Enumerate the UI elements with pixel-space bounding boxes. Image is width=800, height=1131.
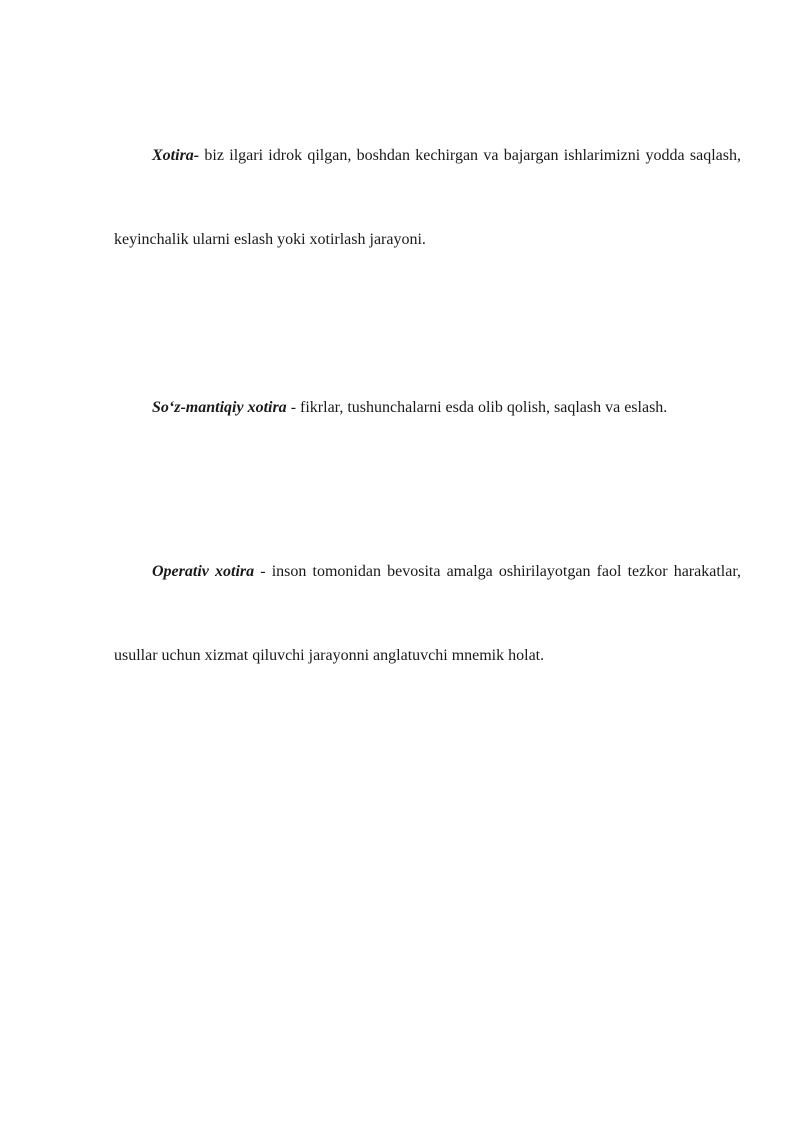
definition-text: biz ilgari idrok qilgan, boshdan kechirgan va bajargan ishlarimizni yodda saqlash, keyinchalik ularni eslash yoki xotirlash jarayoni.	[114, 147, 741, 248]
definition-text: - inson tomonidan bevosita amalga oshirilayotgan faol tezkor harakatlar, usullar uchun xizmat qiluvchi jarayonni anglatuvchi mnemik holat.	[114, 563, 742, 664]
definition-term: Xotira-	[152, 147, 200, 164]
definition-soz-mantiqiy-xotira	[114, 366, 741, 450]
definition-xotira	[114, 114, 741, 282]
definition-term: Operativ xotira	[152, 563, 255, 580]
definition-term: So‘z-mantiqiy xotira	[152, 399, 287, 416]
definition-text: - fikrlar, tushunchalarni esda olib qolish, saqlash va eslash.	[286, 399, 668, 416]
definition-operativ-xotira	[114, 530, 741, 698]
